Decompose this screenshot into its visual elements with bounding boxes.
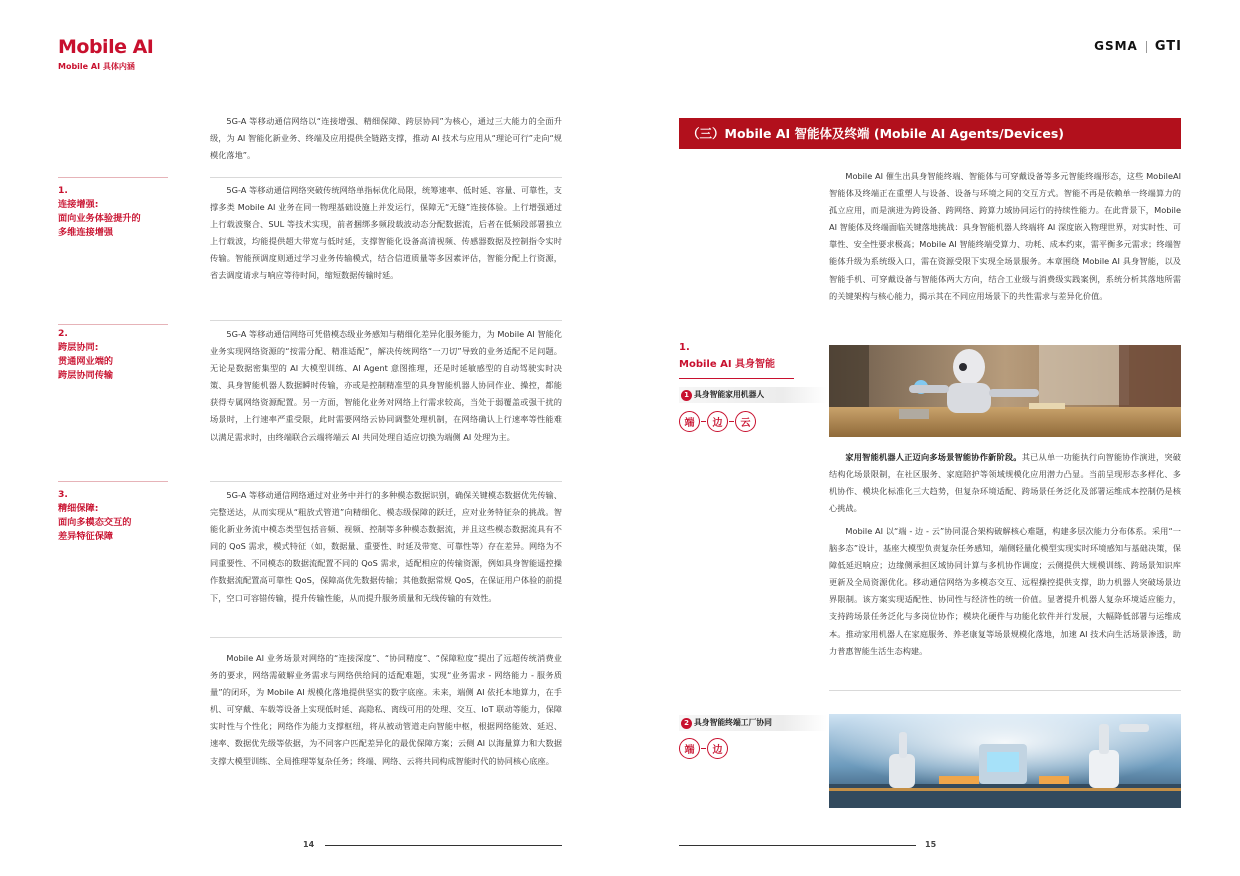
chip-edge: 边 xyxy=(707,411,728,432)
chip-device: 端 xyxy=(679,411,700,432)
chip-edge: 边 xyxy=(707,738,728,759)
section-2-title-line3: 跨层协同传输 xyxy=(58,370,114,381)
section-1-heading xyxy=(58,184,173,240)
section-3-title-line3: 差异特征保障 xyxy=(58,531,114,542)
home-robot-photo xyxy=(829,345,1181,437)
chip-connector xyxy=(701,421,706,422)
section-2-rule xyxy=(58,324,168,325)
section-1-title-line3: 多维连接增强 xyxy=(58,227,114,238)
section-2-title-line2: 贯通网业端的 xyxy=(58,356,114,367)
section-1-body: 5G-A 等移动通信网络突破传统网络单指标优化局限，统筹速率、低时延、容量、可靠性，支撑多类 Mobile AI 业务在同一物理基础设施上并发运行，保障无“无缝”连接体验。上行增强通过上行载波聚合、SUL 等技术实现，前者捆绑多频段载波动态分配数据流，后者在低频段部署独立上行载波，均能提供超大带宽与低时延，支撑智能化设备高清视频、传感器数据及控制指令实时传输。智能预调度则通过学习业务传输模式，结合信道质量等多因素评估，智能分配上行资源，省去调度请求与响应等待时间，缩短数据传输时延。 xyxy=(210,185,562,281)
chip-cloud: 云 xyxy=(735,411,756,432)
section-1-number: 1. xyxy=(58,185,68,196)
page-number-right: 15 xyxy=(925,840,937,849)
subsection-title: Mobile AI 具身智能 xyxy=(679,359,776,370)
case-number-badge: 1 xyxy=(681,390,692,401)
right-divider xyxy=(829,690,1181,691)
home-robot-paragraph-2: Mobile AI 以“端 - 边 - 云”协同混合架构破解核心难题，构建多层次能力分布体系。采用“一脑多态”设计，基座大模型负责复杂任务感知，端侧轻量化模型实现实时环境感知与基础决策，保障低延迟响应；边缘侧承担区域协同计算与多机协作调度；云侧提供大规模训练、跨场景知识库更新及全局资源优化。移动通信网络为多模态交互、远程操控提供支撑，助力机器人突破场景边界限制。该方案实现适配性、协同性与经济性的统一价值。显著提升机器人复杂环境适应能力，支持跨场景任务泛化与多岗位协作；模块化硬件与功能化软件并行发展，大幅降低部署与运维成本。推动家用机器人在家庭服务、养老康复等场景规模化落地，加速 AI 技术向生活场景渗透，助力普惠智能生活生态构建。 xyxy=(829,526,1181,656)
section-2-number: 2. xyxy=(58,328,68,339)
gsma-logo: GSMA xyxy=(1094,39,1138,53)
page-number-left: 14 xyxy=(303,840,315,849)
section-1-rule xyxy=(58,177,168,178)
left-closing-paragraph: Mobile AI 业务场景对网络的“连接深度”、“协同精度”、“保障粒度”提出了远超传统消费业务的要求，网络需破解业务需求与网络供给间的适配难题，实现“业务需求 - 网络能力 - 服务质量”的闭环，为 Mobile AI 规模化落地提供坚实的数字底座。未来，端侧 AI 依托本地算力，在手机、可穿戴、车载等设备上实现低时延、高隐私、离线可用的处理、交互、IoT 联动等能力，保障实时性与个性化；网络作为能力支撑枢纽，将从被动管道走向智能中枢，根据网络能效、延迟、速率、数据优先级等依据，为不同客户匹配差异化的最优保障方案；云侧 AI 以海量算力和大数据支撑大模型训练、全局推理等复杂任务；终端、网络、云将共同构成智能时代的协同核心底座。 xyxy=(210,653,562,766)
home-robot-illustration xyxy=(829,345,1181,437)
case-tag-factory xyxy=(679,715,827,731)
section-2-heading xyxy=(58,327,173,383)
chip-device: 端 xyxy=(679,738,700,759)
brand-subtitle: Mobile AI 具体内涵 xyxy=(58,62,135,71)
section-3-title-line2: 面向多模态交互的 xyxy=(58,517,132,528)
section-3-heading xyxy=(58,488,173,544)
section-title-bar: （三）Mobile AI 智能体及终端 (Mobile AI Agents/Devices) xyxy=(679,118,1181,149)
left-intro-paragraph: 5G-A 等移动通信网络以“连接增强、精细保障、跨层协同”为核心，通过三大能力的全面升级，为 AI 智能化新业务、终端及应用提供全链路支撑，推动 AI 技术与应用从“理论可行”走向“规模化落地”。 xyxy=(210,116,562,161)
right-intro-paragraph: Mobile AI 催生出具身智能终端、智能体与可穿戴设备等多元智能终端形态，这些 MobileAI 智能体及终端正在重塑人与设备、设备与环境之间的交互方式。智能不再是依赖单一终端算力的孤立应用，而是演进为跨设备、跨网络、跨算力域协同运行的持续性能力。在此背景下，Mobile AI 智能体及终端面临关键落地挑战：具身智能机器人终端将 AI 深度嵌入物理世界，对实时性、可靠性、安全性要求极高；Mobile AI 智能终端受算力、功耗、成本约束，需平衡多元需求；终端智能体升级为系统级入口，需在资源受限下实现全场景服务。本章围绕 Mobile AI 具身智能，以及智能手机、可穿戴设备与智能体两大方向，结合工业级与消费级实践案例，系统分析其落地所需的关键架构与核心能力，揭示其在不同应用场景下的共性需求与差异化价值。 xyxy=(829,171,1181,301)
case-tag-home-robot xyxy=(679,387,827,403)
chip-connector xyxy=(701,748,706,749)
section-3-title-line1: 精细保障: xyxy=(58,503,99,514)
section-2-divider xyxy=(210,320,562,321)
case-label: 具身智能家用机器人 xyxy=(694,390,765,399)
factory-robot-illustration xyxy=(829,714,1181,808)
brand-title: Mobile AI xyxy=(58,36,154,58)
subsection-rule xyxy=(679,378,794,379)
case-number-badge: 2 xyxy=(681,718,692,729)
factory-robot-photo xyxy=(829,714,1181,808)
closing-divider xyxy=(210,637,562,638)
subsection-number: 1. xyxy=(679,342,690,353)
architecture-chips-2 xyxy=(679,738,728,759)
gti-logo: GTI xyxy=(1154,39,1182,54)
home-robot-body: 其已从单一功能执行向智能协作演进，突破结构化场景限制，在社区服务、家庭陪护等领域规模化应用潜力凸显。当前呈现形态多样化、多机协作、模块化标准化三大趋势，但复杂环境适配、跨场景任务泛化及部署运维成本控制仍是核心挑战。 xyxy=(829,452,1181,514)
home-robot-lead: 家用智能机器人正迈向多场景智能协作新阶段。 xyxy=(845,452,1022,462)
section-1-divider xyxy=(210,177,562,178)
section-1-title-line1: 连接增强: xyxy=(58,199,99,210)
section-3-body: 5G-A 等移动通信网络通过对业务中并行的多种模态数据识别，确保关键模态数据优先传输、完整送达，从而实现从“粗放式管道”向精细化、模态级保障的跃迁，应对业务特征杂的挑战。智能化新业务流中模态类型包括音频、视频、控制等多种模态数据流，并且这些模态数据流具有不同的 QoS 需求，模式特征（如，数据量、重要性、时延及带宽、可靠性等）存在差异。网络为不同重要性、不同模态的数据流配置不同的 QoS 需求，适配相应的传输资源，例如具身智能遥控操作数据流配置高可靠性 QoS，保障高优先数据传输；其他数据常规 QoS，在保证用户体验的前提下，空口可容错传输，提升传输性能，从而提升服务质量和无线传输的有效性。 xyxy=(210,490,562,603)
section-3-number: 3. xyxy=(58,489,68,500)
section-1-title-line2: 面向业务体验提升的 xyxy=(58,213,141,224)
footer-line-right xyxy=(679,845,916,846)
section-2-body: 5G-A 等移动通信网络可凭借模态级业务感知与精细化差异化服务能力，为 Mobile AI 智能化业务实现网络资源的“按需分配、精准适配”，解决传统网络“一刀切”导致的业务适配不足问题。无论是数据密集型的 AI 大模型训练、AI Agent 意图推理，还是时延敏感型的自动驾驶实时决策、具身智能机器人数据瞬时传输，亦或是控制精准型的具身智能机器人协同作业、操控，都能获得专属网络资源配置。另一方面，智能化业务对网络上行需求较高，当处于弱覆盖或强干扰的场景时，上行速率严重受限，此时需要网络云协同调整处理机制，在网络确认上行速率等性能难以满足需求时，由终端联合云端将端云 AI 共同处理自适应切换为端侧 AI 处理为主。 xyxy=(210,329,562,442)
section-3-rule xyxy=(58,481,168,482)
section-3-divider xyxy=(210,481,562,482)
case-label: 具身智能终端工厂协同 xyxy=(694,718,772,727)
partner-logos xyxy=(1094,39,1182,54)
footer-line-left xyxy=(325,845,562,846)
logo-divider xyxy=(1146,41,1147,53)
home-robot-paragraph-1 xyxy=(829,449,1181,517)
chip-connector xyxy=(729,421,734,422)
section-2-title-line1: 跨层协同: xyxy=(58,342,99,353)
architecture-chips-1 xyxy=(679,411,756,432)
